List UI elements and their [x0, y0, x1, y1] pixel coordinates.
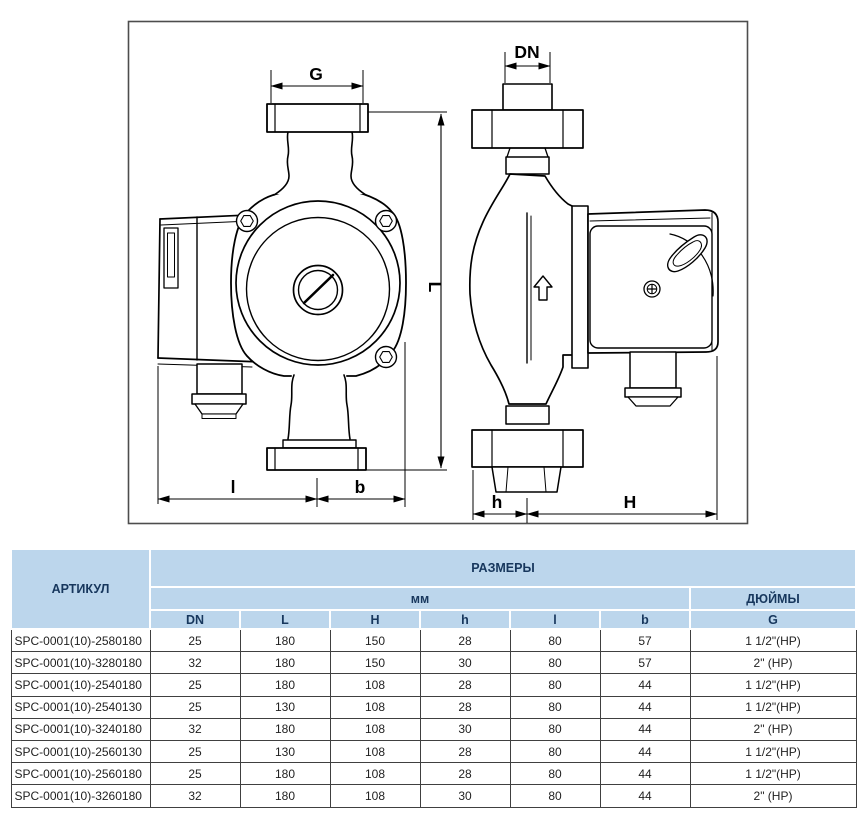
- table-row: [11, 718, 856, 740]
- value-cell: 32: [150, 785, 240, 807]
- value-cell: 80: [510, 674, 600, 696]
- value-cell: 80: [510, 718, 600, 740]
- value-cell: 28: [420, 629, 510, 652]
- table-row: [11, 785, 856, 807]
- value-cell: 108: [330, 740, 420, 762]
- value-cell: 1 1/2"(HP): [690, 740, 856, 762]
- article-cell: SPC-0001(10)-2560180: [11, 763, 150, 785]
- bottom-flange: [267, 448, 366, 470]
- header-col-b: b: [600, 610, 690, 629]
- value-cell: 150: [330, 652, 420, 674]
- value-cell: 108: [330, 763, 420, 785]
- header-mm: мм: [150, 587, 690, 610]
- value-cell: 25: [150, 696, 240, 718]
- value-cell: 1 1/2"(HP): [690, 696, 856, 718]
- value-cell: 44: [600, 785, 690, 807]
- value-cell: 80: [510, 763, 600, 785]
- value-cell: 32: [150, 718, 240, 740]
- vent-plug: [294, 266, 343, 315]
- table-row: [11, 740, 856, 762]
- header-col-dn: DN: [150, 610, 240, 629]
- pump-body-side: [470, 174, 574, 404]
- value-cell: 108: [330, 718, 420, 740]
- table-row: [11, 674, 856, 696]
- value-cell: 57: [600, 652, 690, 674]
- value-cell: 28: [420, 696, 510, 718]
- value-cell: 1 1/2"(HP): [690, 629, 856, 652]
- value-cell: 28: [420, 674, 510, 696]
- value-cell: 180: [240, 785, 330, 807]
- value-cell: 180: [240, 629, 330, 652]
- table-row: [11, 629, 856, 652]
- header-col-g: G: [690, 610, 856, 629]
- value-cell: 180: [240, 652, 330, 674]
- top-flange: [267, 104, 368, 132]
- spec-table-section: [10, 548, 855, 808]
- value-cell: 44: [600, 696, 690, 718]
- value-cell: 44: [600, 674, 690, 696]
- article-cell: SPC-0001(10)-3260180: [11, 785, 150, 807]
- value-cell: 130: [240, 696, 330, 718]
- value-cell: 28: [420, 740, 510, 762]
- value-cell: 180: [240, 763, 330, 785]
- value-cell: 80: [510, 652, 600, 674]
- article-cell: SPC-0001(10)-2580180: [11, 629, 150, 652]
- terminal-box-front: [192, 364, 246, 419]
- pump-side-view: [470, 84, 718, 492]
- value-cell: 32: [150, 652, 240, 674]
- article-cell: SPC-0001(10)-2540130: [11, 696, 150, 718]
- dim-label-h: h: [491, 492, 503, 512]
- value-cell: 25: [150, 674, 240, 696]
- screw-icon: [644, 281, 660, 297]
- spec-table: [10, 548, 857, 808]
- value-cell: 108: [330, 696, 420, 718]
- article-cell: SPC-0001(10)-2540180: [11, 674, 150, 696]
- value-cell: 30: [420, 785, 510, 807]
- value-cell: 28: [420, 763, 510, 785]
- header-article: АРТИКУЛ: [11, 549, 150, 629]
- article-cell: SPC-0001(10)-2560130: [11, 740, 150, 762]
- value-cell: 180: [240, 674, 330, 696]
- terminal-box-side: [625, 352, 681, 406]
- value-cell: 180: [240, 718, 330, 740]
- value-cell: 130: [240, 740, 330, 762]
- article-cell: SPC-0001(10)-3280180: [11, 652, 150, 674]
- value-cell: 1 1/2"(HP): [690, 674, 856, 696]
- value-cell: 108: [330, 785, 420, 807]
- value-cell: 2" (HP): [690, 785, 856, 807]
- dim-label-b: b: [354, 477, 366, 497]
- value-cell: 1 1/2"(HP): [690, 763, 856, 785]
- value-cell: 108: [330, 674, 420, 696]
- value-cell: 80: [510, 696, 600, 718]
- value-cell: 80: [510, 629, 600, 652]
- value-cell: 30: [420, 718, 510, 740]
- article-cell: SPC-0001(10)-3240180: [11, 718, 150, 740]
- spec-table-body: [11, 629, 856, 807]
- value-cell: 2" (HP): [690, 652, 856, 674]
- value-cell: 25: [150, 740, 240, 762]
- table-row: [11, 763, 856, 785]
- dim-label-H: H: [623, 492, 637, 512]
- value-cell: 57: [600, 629, 690, 652]
- value-cell: 2" (HP): [690, 718, 856, 740]
- value-cell: 44: [600, 763, 690, 785]
- header-col-l: l: [510, 610, 600, 629]
- top-union-nut: [472, 110, 583, 148]
- value-cell: 25: [150, 629, 240, 652]
- value-cell: 80: [510, 785, 600, 807]
- value-cell: 30: [420, 652, 510, 674]
- value-cell: 25: [150, 763, 240, 785]
- dim-label-dn: DN: [514, 42, 540, 62]
- dim-label-L: L: [425, 281, 445, 293]
- header-inches: ДЮЙМЫ: [690, 587, 856, 610]
- bottom-union-nut: [472, 430, 583, 467]
- table-row: [11, 652, 856, 674]
- table-row: [11, 696, 856, 718]
- header-col-h: h: [420, 610, 510, 629]
- header-sizes: РАЗМЕРЫ: [150, 549, 856, 587]
- value-cell: 80: [510, 740, 600, 762]
- spec-table-header: [11, 549, 856, 629]
- dim-label-g: G: [309, 64, 323, 84]
- header-col-L: L: [240, 610, 330, 629]
- value-cell: 44: [600, 740, 690, 762]
- header-col-H: H: [330, 610, 420, 629]
- value-cell: 150: [330, 629, 420, 652]
- dim-label-l: l: [230, 477, 236, 497]
- pump-front-view: [158, 104, 406, 470]
- value-cell: 44: [600, 718, 690, 740]
- mounting-plate: [572, 206, 588, 368]
